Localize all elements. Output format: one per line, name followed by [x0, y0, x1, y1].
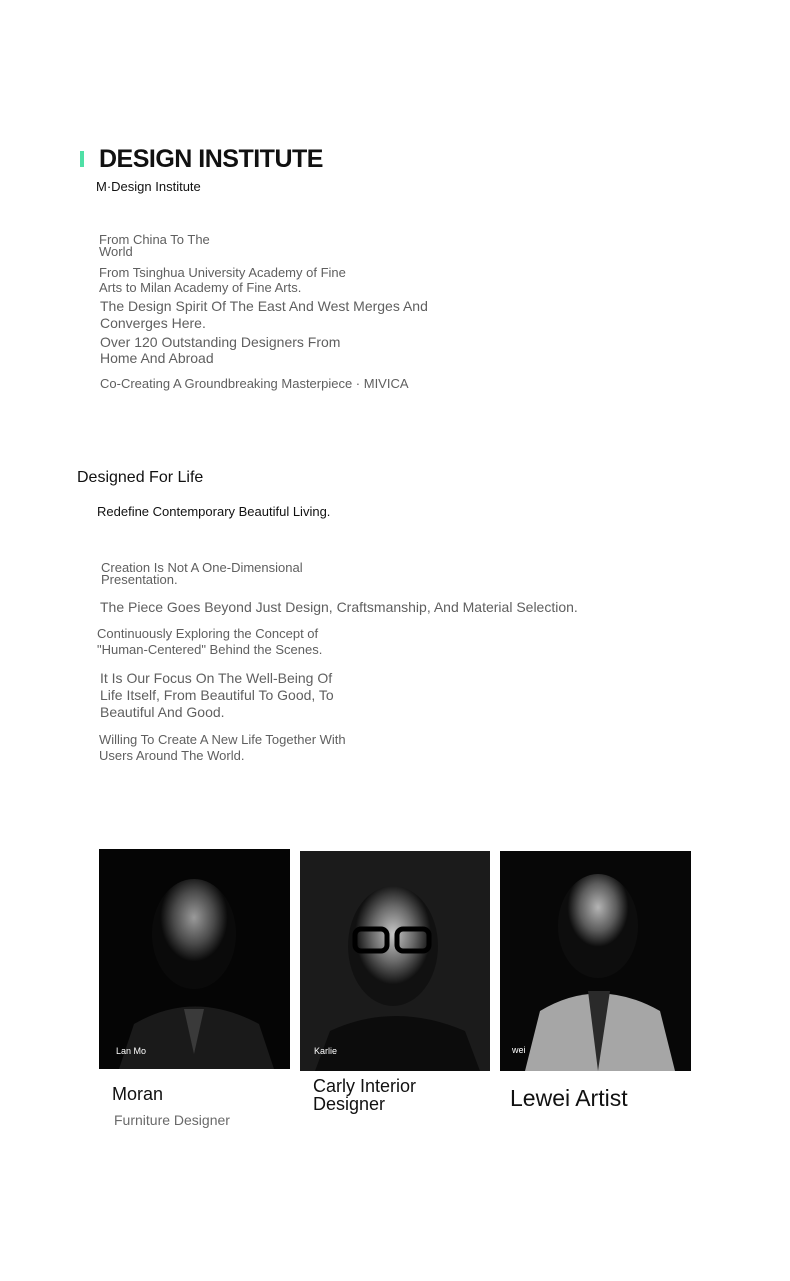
statement-masterpiece: Co-Creating A Groundbreaking Masterpiece · MIVICA	[100, 376, 409, 391]
paragraph-human-centered: Continuously Exploring the Concept of "Human-Centered" Behind the Scenes.	[97, 626, 323, 657]
statement-east-west: The Design Spirit Of The East And West Merges And Converges Here.	[100, 298, 428, 331]
designer-role: Furniture Designer	[114, 1112, 230, 1128]
paragraph-new-life: Willing To Create A New Life Together With Users Around The World.	[99, 732, 346, 763]
photo-caption: Lan Mo	[116, 1046, 147, 1056]
title-accent-bar	[80, 151, 84, 167]
page-title: DESIGN INSTITUTE	[99, 145, 323, 173]
photo-caption: Karlie	[314, 1046, 338, 1056]
page-subtitle: M·Design Institute	[96, 179, 201, 194]
paragraph-creation: Creation Is Not A One-Dimensional Presentation.	[101, 560, 303, 587]
statement-china-world: From China To The World	[99, 232, 210, 259]
photo-caption: wei	[512, 1045, 526, 1055]
designer-photo-lewei[interactable]	[500, 851, 691, 1071]
section-subtitle: Redefine Contemporary Beautiful Living.	[97, 504, 331, 519]
portrait-silhouette-icon	[500, 851, 691, 1071]
designer-name: Lewei Artist	[510, 1085, 628, 1111]
section-title: Designed For Life	[77, 469, 204, 486]
statement-academies: From Tsinghua University Academy of Fine Arts to Milan Academy of Fine Arts.	[99, 265, 346, 295]
designer-name: Carly Interior Designer	[313, 1076, 417, 1114]
portrait-silhouette-icon	[300, 851, 490, 1071]
paragraph-well-being: It Is Our Focus On The Well-Being Of Life Itself, From Beautiful To Good, To Beautiful And Good.	[100, 670, 334, 720]
designer-name: Moran	[112, 1084, 164, 1104]
portrait-silhouette-icon	[99, 849, 290, 1069]
designer-photo-moran[interactable]	[99, 849, 290, 1069]
designer-photo-carly[interactable]	[300, 851, 490, 1071]
paragraph-beyond-design: The Piece Goes Beyond Just Design, Craftsmanship, And Material Selection.	[100, 599, 578, 615]
statement-designers: Over 120 Outstanding Designers From Home And Abroad	[100, 334, 341, 366]
